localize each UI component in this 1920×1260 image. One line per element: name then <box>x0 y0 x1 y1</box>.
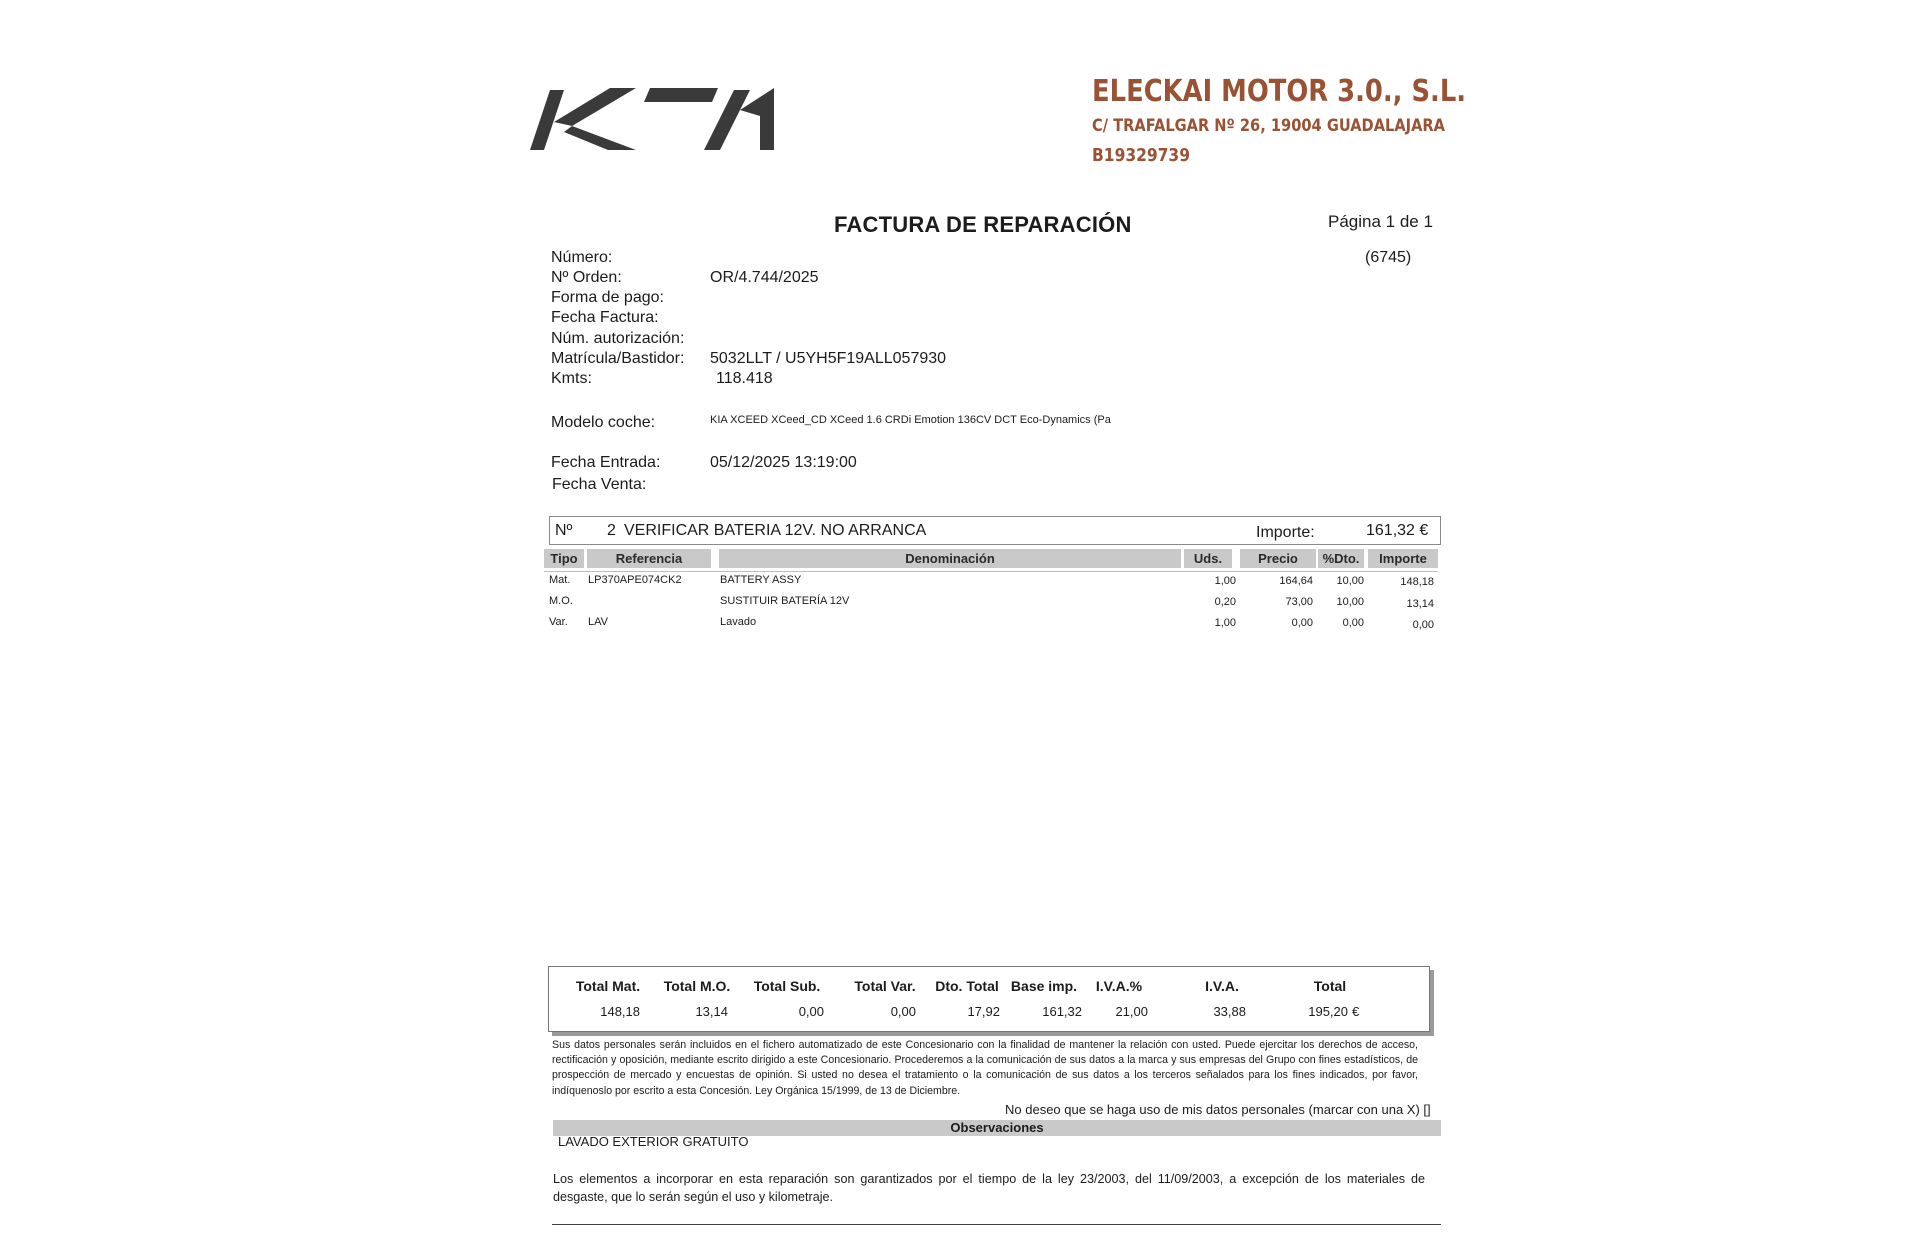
row-importe: 13,14 <box>1406 598 1434 610</box>
iva-label: I.V.A. <box>1205 978 1239 994</box>
modelo-value: KIA XCEED XCeed_CD XCeed 1.6 CRDi Emotion 136CV DCT Eco-Dynamics (Pa <box>710 414 1111 426</box>
row-importe: 148,18 <box>1400 576 1434 588</box>
row-uds: 1,00 <box>1214 617 1236 629</box>
modelo-label: Modelo coche: <box>551 414 656 431</box>
total-mo-label: Total M.O. <box>663 978 731 994</box>
total-value: 195,20 <box>1308 1004 1348 1019</box>
col-header-denominacion: Denominación <box>719 549 1181 568</box>
row-referencia: LP370APE074CK2 <box>588 574 682 586</box>
job-n-label: Nº <box>555 522 573 539</box>
fecha-factura-label: Fecha Factura: <box>551 309 659 326</box>
iva-pct-label: I.V.A.% <box>1095 978 1143 994</box>
job-importe-label: Importe: <box>1256 524 1315 541</box>
row-uds: 1,00 <box>1214 575 1236 587</box>
warranty-notice: Los elementos a incorporar en esta reparación son garantizados por el tiempo de la ley 23/2003, del 11/09/2003, a excepción de los materiales de desgaste, que lo serán según el uso y kilometraje. <box>553 1172 1425 1204</box>
total-label: Total <box>1313 978 1347 994</box>
totals-box <box>548 966 1430 1032</box>
row-uds: 0,20 <box>1214 596 1236 608</box>
dealer-cif: B19329739 <box>1092 145 1190 166</box>
row-precio: 0,00 <box>1291 617 1313 629</box>
dto-total-label: Dto. Total <box>935 978 999 994</box>
total-var-label: Total Var. <box>854 978 916 994</box>
total-mat-value: 148,18 <box>600 1004 640 1019</box>
total-currency: € <box>1352 1004 1360 1019</box>
bottom-divider <box>552 1224 1441 1225</box>
iva-pct-value: 21,00 <box>1115 1004 1148 1019</box>
dealer-address: C/ TRAFALGAR Nº 26, 19004 GUADALAJARA <box>1092 116 1445 136</box>
observaciones-header: Observaciones <box>553 1120 1441 1136</box>
numero-label: Número: <box>551 249 613 266</box>
col-header-uds: Uds. <box>1184 549 1232 568</box>
observaciones-text: LAVADO EXTERIOR GRATUITO <box>558 1134 749 1149</box>
forma-pago-label: Forma de pago: <box>551 289 664 306</box>
fecha-venta-label: Fecha Venta: <box>552 476 647 493</box>
privacy-notice: Sus datos personales serán incluidos en el fichero automatizado de este Concesionario con la finalidad de mantener la relación con usted. Puede ejercitar los derechos de acceso, rectificación y oposición, mediante escrito dirigido a este Concesionario. Procederemos a la comunicación de sus datos a la marca y sus empresas del Grupo con fines estadísticos, de prospección de mercado y encuestas de opinión. Si usted no desea el tratamiento o la comunicación de sus datos a los terceros señalados para los fines indicados, por favor, indíquenoslo por escrito a esta Concesión. Ley Orgánica 15/1999, de 13 de Diciembre. <box>552 1039 1418 1097</box>
iva-value: 33,88 <box>1213 1004 1246 1019</box>
total-var-value: 0,00 <box>890 1004 916 1019</box>
row-denominacion: Lavado <box>720 616 757 628</box>
row-dto: 0,00 <box>1342 617 1364 629</box>
kmts-value: 118.418 <box>716 370 773 387</box>
fecha-entrada-label: Fecha Entrada: <box>551 454 661 471</box>
col-header-dto: %Dto. <box>1318 549 1364 568</box>
total-mat-label: Total Mat. <box>575 978 641 994</box>
job-description: VERIFICAR BATERIA 12V. NO ARRANCA <box>624 522 927 539</box>
table-row: Var. <box>549 616 568 628</box>
matricula-label: Matrícula/Bastidor: <box>551 350 685 367</box>
document-code: (6745) <box>1365 249 1412 266</box>
job-number: 2 <box>607 522 616 539</box>
dto-total-value: 17,92 <box>967 1004 1000 1019</box>
row-dto: 10,00 <box>1336 596 1364 608</box>
row-importe: 0,00 <box>1412 619 1434 631</box>
row-denominacion: BATTERY ASSY <box>720 574 802 586</box>
orden-value: OR/4.744/2025 <box>710 269 819 286</box>
table-row: M.O. <box>549 595 573 607</box>
total-sub-label: Total Sub. <box>753 978 821 994</box>
row-dto: 10,00 <box>1336 575 1364 587</box>
matricula-value: 5032LLT / U5YH5F19ALL057930 <box>710 350 947 367</box>
kmts-label: Kmts: <box>551 370 592 387</box>
table-row: Mat. <box>549 574 571 586</box>
base-imp-label: Base imp. <box>1010 978 1078 994</box>
col-header-referencia: Referencia <box>587 549 711 568</box>
col-header-precio: Precio <box>1240 549 1316 568</box>
autorizacion-label: Núm. autorización: <box>551 330 685 347</box>
data-optout-text: No deseo que se haga uso de mis datos personales (marcar con una X) [] <box>1005 1102 1431 1117</box>
col-header-importe: Importe <box>1368 549 1438 568</box>
total-mo-value: 13,14 <box>695 1004 728 1019</box>
kia-logo <box>528 80 776 152</box>
row-precio: 164,64 <box>1279 575 1313 587</box>
orden-label: Nº Orden: <box>551 269 622 286</box>
dealer-name: ELECKAI MOTOR 3.0., S.L. <box>1092 74 1467 109</box>
document-title: FACTURA DE REPARACIÓN <box>834 212 1132 237</box>
row-referencia: LAV <box>588 616 608 628</box>
base-imp-value: 161,32 <box>1042 1004 1082 1019</box>
job-importe-value: 161,32 € <box>1366 522 1429 539</box>
total-sub-value: 0,00 <box>798 1004 824 1019</box>
fecha-entrada-value: 05/12/2025 13:19:00 <box>710 454 857 471</box>
page-number: Página 1 de 1 <box>1328 212 1433 231</box>
row-denominacion: SUSTITUIR BATERÍA 12V <box>720 595 850 607</box>
row-precio: 73,00 <box>1285 596 1313 608</box>
col-header-tipo: Tipo <box>544 549 584 568</box>
